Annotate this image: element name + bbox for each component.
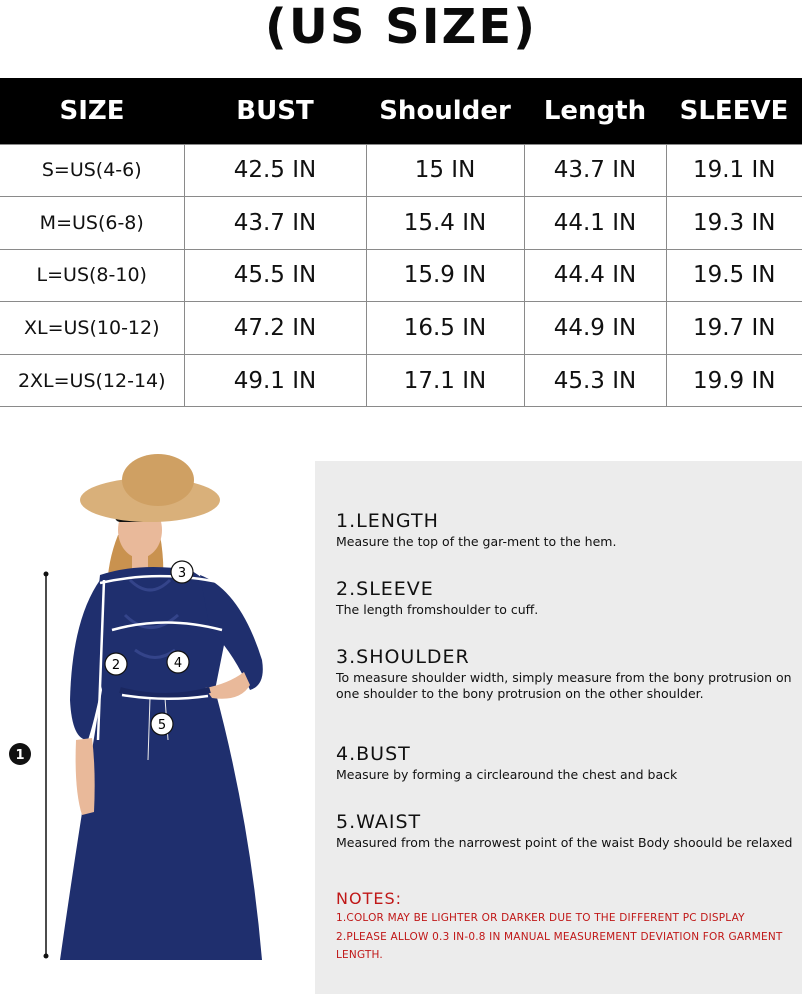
marker-4 (167, 651, 189, 673)
bust-cell: 49.1 IN (184, 354, 366, 407)
instruction-desc: The length fromshoulder to cuff. (336, 602, 539, 617)
table-row (0, 197, 802, 250)
length-cell: 44.9 IN (524, 302, 666, 355)
instruction-title: 4.BUST (336, 743, 411, 765)
shoulder-cell: 17.1 IN (366, 354, 524, 407)
sleeve-cell: 19.5 IN (666, 249, 802, 302)
svg-text:3: 3 (177, 566, 187, 581)
size-cell: M=US(6-8) (0, 197, 184, 250)
header-shoulder: Shoulder (366, 78, 524, 144)
left-arm (76, 738, 95, 815)
note-item: 1.COLOR MAY BE LIGHTER OR DARKER DUE TO THE DIFFERENT PC DISPLAY (336, 912, 745, 924)
sleeve-cell: 19.1 IN (666, 144, 802, 197)
marker-3 (171, 561, 193, 583)
size-cell: L=US(8-10) (0, 249, 184, 302)
instruction-desc: Measure the top of the gar-ment to the hem. (336, 534, 617, 549)
instruction-bust (336, 743, 796, 783)
table-row (0, 144, 802, 197)
marker-5 (151, 713, 173, 735)
table-row (0, 302, 802, 355)
instruction-title: 3.SHOULDER (336, 646, 470, 668)
instruction-shoulder (336, 646, 796, 702)
header-sleeve: SLEEVE (666, 78, 802, 144)
instruction-title: 2.SLEEVE (336, 578, 434, 600)
instruction-title: 5.WAIST (336, 811, 422, 833)
table-row (0, 249, 802, 302)
bust-cell: 43.7 IN (184, 197, 366, 250)
header-length: Length (524, 78, 666, 144)
bust-cell: 45.5 IN (184, 249, 366, 302)
sleeve-cell: 19.3 IN (666, 197, 802, 250)
model-figure (0, 440, 315, 1000)
size-cell: XL=US(10-12) (0, 302, 184, 355)
instruction-desc: To measure shoulder width, simply measure from the bony protrusion on one shoulder to the bony protrusion on the other shoulder. (336, 670, 792, 701)
instruction-desc: Measure by forming a circlearound the chest and back (336, 767, 678, 782)
length-cell: 45.3 IN (524, 354, 666, 407)
notes-title: NOTES: (336, 889, 402, 908)
size-cell: 2XL=US(12-14) (0, 354, 184, 407)
size-cell: S=US(4-6) (0, 144, 184, 197)
svg-text:1: 1 (15, 748, 25, 763)
length-cell: 43.7 IN (524, 144, 666, 197)
table-header-row (0, 78, 802, 144)
bust-cell: 47.2 IN (184, 302, 366, 355)
note-item: 2.PLEASE ALLOW 0.3 IN-0.8 IN MANUAL MEASUREMENT DEVIATION FOR GARMENT LENGTH. (336, 931, 783, 961)
instruction-sleeve (336, 578, 796, 618)
table-row (0, 354, 802, 407)
instruction-title: 1.LENGTH (336, 510, 439, 532)
length-cell: 44.1 IN (524, 197, 666, 250)
sleeve-cell: 19.9 IN (666, 354, 802, 407)
size-chart-table (0, 78, 802, 407)
length-cell: 44.4 IN (524, 249, 666, 302)
svg-text:2: 2 (111, 658, 121, 673)
bust-cell: 42.5 IN (184, 144, 366, 197)
sleeve-cell: 19.7 IN (666, 302, 802, 355)
shoulder-cell: 16.5 IN (366, 302, 524, 355)
shoulder-cell: 15.9 IN (366, 249, 524, 302)
hat-crown (122, 454, 194, 506)
svg-text:5: 5 (157, 718, 167, 733)
instruction-waist (336, 811, 796, 851)
instruction-length (336, 510, 796, 550)
svg-text:4: 4 (173, 656, 183, 671)
model-illustration (0, 440, 315, 1000)
measurement-guide-panel (315, 461, 802, 994)
shoulder-cell: 15 IN (366, 144, 524, 197)
marker-2 (105, 653, 127, 675)
shoulder-cell: 15.4 IN (366, 197, 524, 250)
page-title: (US SIZE) (264, 0, 538, 55)
header-size: SIZE (0, 78, 184, 144)
instruction-desc: Measured from the narrowest point of the waist Body shoould be relaxed (336, 835, 793, 850)
marker-1 (9, 743, 31, 765)
header-bust: BUST (184, 78, 366, 144)
